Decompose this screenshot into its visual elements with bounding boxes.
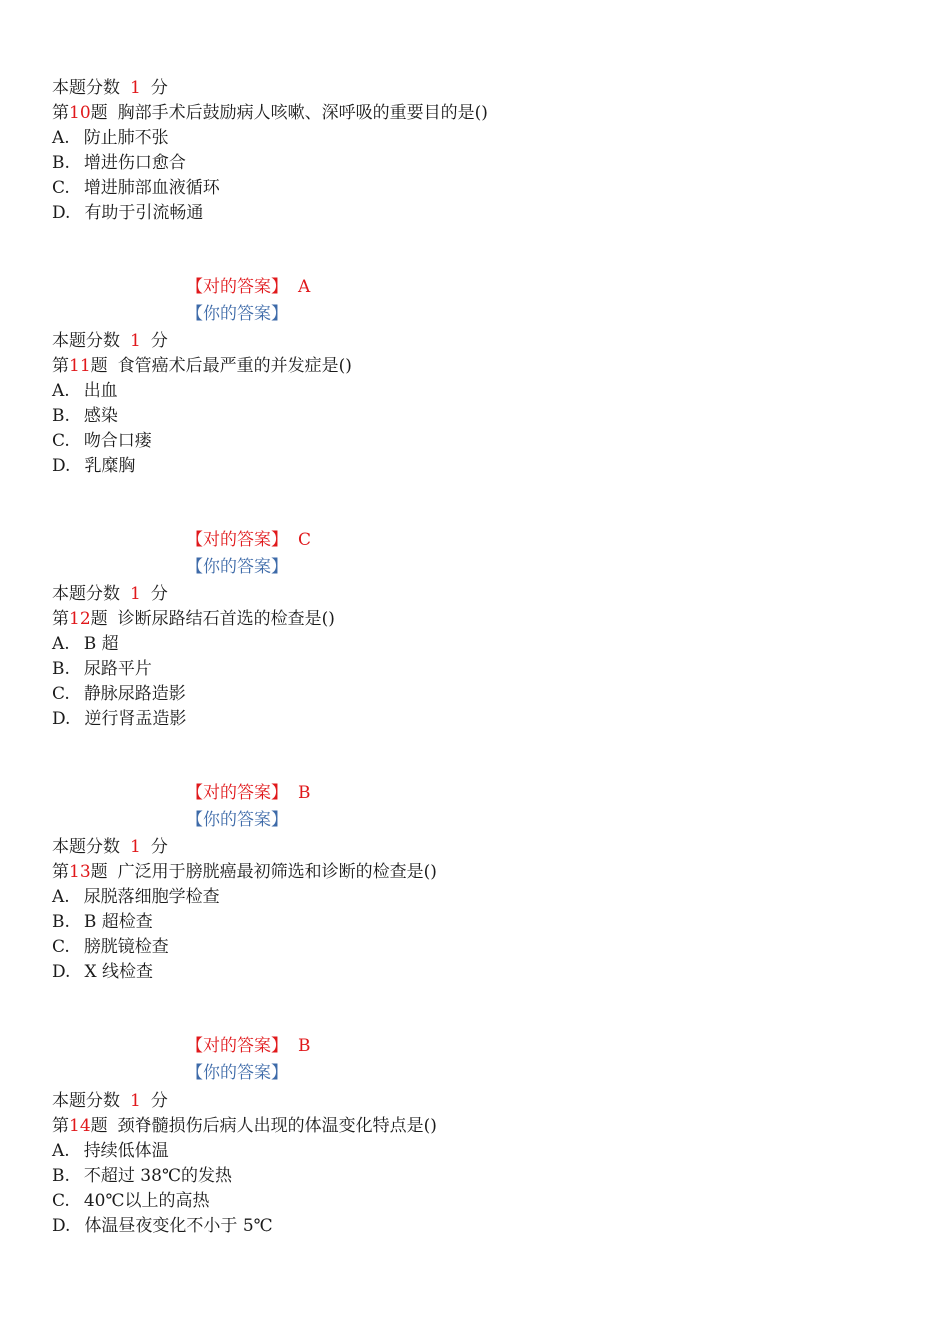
option-text: 吻合口瘘	[83, 431, 152, 451]
correct-answer-label: 【对的答案】	[186, 530, 288, 550]
score-value: 1	[130, 331, 141, 351]
option-text: 体温昼夜变化不小于 5℃	[84, 1216, 273, 1236]
option-key: B.	[52, 153, 70, 173]
score-value: 1	[130, 584, 141, 604]
option-text: 乳糜胸	[84, 456, 136, 476]
option-text: 防止肺不张	[83, 128, 169, 148]
score-unit: 分	[150, 837, 168, 857]
correct-answer-value: C	[298, 530, 312, 550]
option-key: B.	[52, 406, 70, 426]
option-b	[52, 657, 152, 681]
correct-answer-line	[186, 1034, 311, 1058]
correct-answer-value: A	[298, 277, 311, 297]
your-answer-line	[186, 808, 288, 832]
option-text: 尿路平片	[83, 659, 152, 679]
question-suffix: 题	[90, 609, 108, 629]
option-text: 静脉尿路造影	[83, 684, 186, 704]
option-b	[52, 1164, 232, 1188]
question-suffix: 题	[90, 356, 108, 376]
option-a	[52, 632, 119, 656]
question-suffix: 题	[90, 1116, 108, 1136]
correct-answer-label: 【对的答案】	[186, 1036, 288, 1056]
option-text: 出血	[83, 381, 118, 401]
option-text: 膀胱镜检查	[83, 937, 169, 957]
option-key: B.	[52, 659, 70, 679]
your-answer-line	[186, 302, 288, 326]
option-d	[52, 960, 153, 984]
score-line	[52, 76, 168, 100]
your-answer-label: 【你的答案】	[186, 810, 288, 830]
score-label: 本题分数	[52, 837, 120, 857]
question-stem	[52, 860, 437, 884]
correct-answer-value: B	[298, 1036, 311, 1056]
question-prefix: 第	[52, 1116, 69, 1136]
option-b	[52, 404, 118, 428]
question-suffix: 题	[90, 103, 108, 123]
option-key: C.	[52, 1191, 70, 1211]
question-stem	[52, 607, 335, 631]
correct-answer-line	[186, 275, 310, 299]
your-answer-line	[186, 1061, 288, 1085]
question-text: 广泛用于膀胱癌最初筛选和诊断的检查是()	[117, 862, 437, 882]
option-key: D.	[52, 709, 71, 729]
option-a	[52, 126, 169, 150]
score-unit: 分	[150, 1091, 168, 1111]
question-number: 11	[69, 356, 91, 376]
question-number: 10	[69, 103, 91, 123]
correct-answer-line	[186, 528, 311, 552]
score-value: 1	[130, 1091, 141, 1111]
option-c	[52, 176, 220, 200]
option-c	[52, 1189, 209, 1213]
question-text: 颈脊髓损伤后病人出现的体温变化特点是()	[117, 1116, 437, 1136]
option-a	[52, 1139, 169, 1163]
correct-answer-value: B	[298, 783, 311, 803]
option-key: B.	[52, 1166, 70, 1186]
question-prefix: 第	[52, 356, 69, 376]
score-unit: 分	[150, 78, 168, 98]
option-key: A.	[52, 634, 70, 654]
option-c	[52, 682, 186, 706]
option-text: 尿脱落细胞学检查	[83, 887, 220, 907]
score-label: 本题分数	[52, 1091, 120, 1111]
question-text: 诊断尿路结石首选的检查是()	[117, 609, 335, 629]
option-b	[52, 910, 153, 934]
option-text: B 超	[83, 634, 119, 654]
option-a	[52, 885, 220, 909]
option-key: D.	[52, 456, 71, 476]
option-d	[52, 1214, 273, 1238]
option-text: 不超过 38℃的发热	[83, 1166, 232, 1186]
option-text: 40℃以上的高热	[83, 1191, 210, 1211]
question-prefix: 第	[52, 862, 69, 882]
question-stem	[52, 1114, 437, 1138]
correct-answer-label: 【对的答案】	[186, 783, 288, 803]
your-answer-label: 【你的答案】	[186, 304, 288, 324]
question-number: 12	[69, 609, 91, 629]
question-text: 食管癌术后最严重的并发症是()	[117, 356, 352, 376]
score-line	[52, 582, 168, 606]
correct-answer-line	[186, 781, 311, 805]
option-b	[52, 151, 186, 175]
option-c	[52, 429, 152, 453]
option-key: C.	[52, 431, 70, 451]
option-text: B 超检查	[83, 912, 153, 932]
option-key: B.	[52, 912, 70, 932]
option-key: A.	[52, 887, 70, 907]
question-stem	[52, 354, 352, 378]
option-text: X 线检查	[84, 962, 153, 982]
option-d	[52, 201, 203, 225]
option-key: A.	[52, 1141, 70, 1161]
question-prefix: 第	[52, 609, 69, 629]
score-label: 本题分数	[52, 331, 120, 351]
score-line	[52, 329, 168, 353]
option-a	[52, 379, 118, 403]
question-suffix: 题	[90, 862, 108, 882]
option-key: D.	[52, 1216, 71, 1236]
option-text: 逆行肾盂造影	[84, 709, 187, 729]
score-label: 本题分数	[52, 78, 120, 98]
option-key: C.	[52, 937, 70, 957]
score-unit: 分	[150, 584, 168, 604]
question-prefix: 第	[52, 103, 69, 123]
option-c	[52, 935, 169, 959]
option-text: 增进肺部血液循环	[83, 178, 220, 198]
option-key: A.	[52, 381, 70, 401]
option-d	[52, 707, 186, 731]
option-text: 增进伤口愈合	[83, 153, 186, 173]
score-value: 1	[130, 78, 141, 98]
option-text: 感染	[83, 406, 118, 426]
question-number: 14	[69, 1116, 91, 1136]
score-line	[52, 835, 168, 859]
option-key: A.	[52, 128, 70, 148]
option-text: 有助于引流畅通	[84, 203, 204, 223]
option-key: C.	[52, 178, 70, 198]
score-label: 本题分数	[52, 584, 120, 604]
question-number: 13	[69, 862, 91, 882]
question-text: 胸部手术后鼓励病人咳嗽、深呼吸的重要目的是()	[117, 103, 488, 123]
score-line	[52, 1089, 168, 1113]
option-text: 持续低体温	[83, 1141, 169, 1161]
score-value: 1	[130, 837, 141, 857]
your-answer-label: 【你的答案】	[186, 1063, 288, 1083]
option-key: D.	[52, 203, 71, 223]
your-answer-label: 【你的答案】	[186, 557, 288, 577]
option-key: C.	[52, 684, 70, 704]
correct-answer-label: 【对的答案】	[186, 277, 288, 297]
question-stem	[52, 101, 488, 125]
your-answer-line	[186, 555, 288, 579]
option-key: D.	[52, 962, 71, 982]
option-d	[52, 454, 135, 478]
score-unit: 分	[150, 331, 168, 351]
